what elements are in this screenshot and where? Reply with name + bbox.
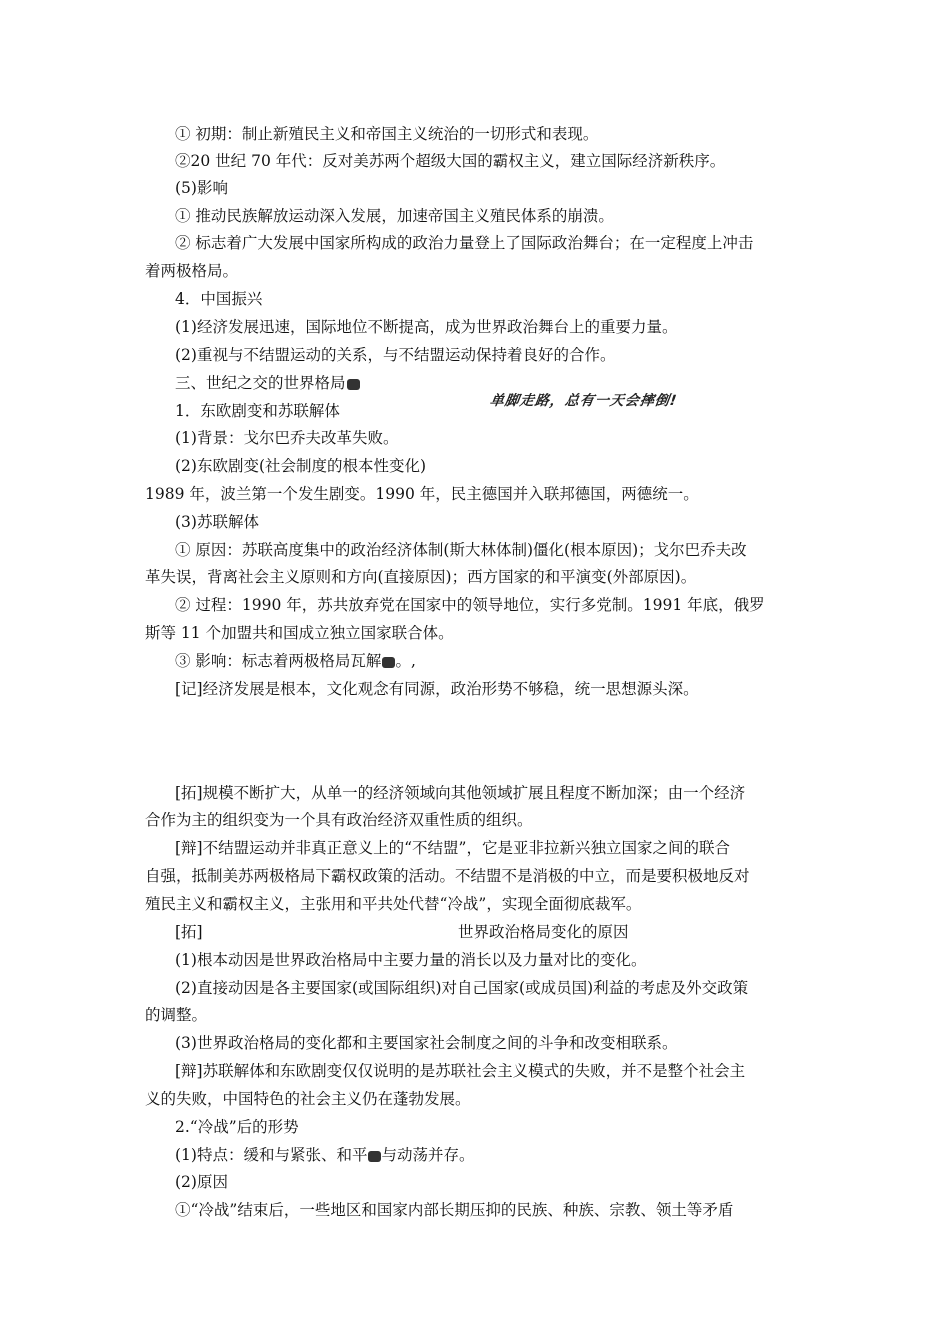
text-line: ① 初期：制止新殖民主义和帝国主义统治的一切形式和表现。 <box>175 125 599 143</box>
subsection-heading: 1．东欧剧变和苏联解体 <box>175 402 340 420</box>
text-line: 的调整。 <box>145 1006 208 1024</box>
text-line: 着两极格局。 <box>145 262 239 280</box>
text-line: (3)苏联解体 <box>175 513 259 531</box>
text-line: [拓]规模不断扩大，从单一的经济领域向其他领域扩展且程度不断加深；由一个经济 <box>175 784 746 802</box>
text-line: 1989 年，波兰第一个发生剧变。1990 年，民主德国并入联邦德国，两德统一。 <box>145 485 699 503</box>
text-line: (5)影响 <box>175 179 228 197</box>
memo-line: [记]经济发展是根本，文化观念有同源，政治形势不够稳，统一思想源头深。 <box>175 680 699 698</box>
subsection-heading: 2.“冷战”后的形势 <box>175 1118 299 1136</box>
text-line: 自强，抵制美苏两极格局下霸权政策的活动。不结盟不是消极的中立，而是要积极地反对 <box>145 867 750 885</box>
text-line: 合作为主的组织变为一个具有政治经济双重性质的组织。 <box>145 811 533 829</box>
text-line: (1)经济发展迅速，国际地位不断提高，成为世界政治舞台上的重要力量。 <box>175 318 678 336</box>
text-line: ③ 影响：标志着两极格局瓦解 。, <box>175 652 416 670</box>
tag-icon <box>382 657 395 668</box>
text-line: (2)原因 <box>175 1173 228 1191</box>
tag-icon <box>347 379 360 390</box>
text-line: [辩]不结盟运动并非真正意义上的“不结盟”，它是亚非拉新兴独立国家之间的联合 <box>175 839 730 857</box>
text-line: ①“冷战”结束后，一些地区和国家内部长期压抑的民族、种族、宗教、领土等矛盾 <box>175 1201 734 1219</box>
text-line: [辩]苏联解体和东欧剧变仅仅说明的是苏联社会主义模式的失败，并不是整个社会主 <box>175 1062 746 1080</box>
tag-icon <box>368 1151 381 1162</box>
text-line: ① 原因：苏联高度集中的政治经济体制(斯大林体制)僵化(根本原因)；戈尔巴乔夫改 <box>175 541 747 559</box>
text-line: (1)背景：戈尔巴乔夫改革失败。 <box>175 429 399 447</box>
text-line: (2)重视与不结盟运动的关系，与不结盟运动保持着良好的合作。 <box>175 346 616 364</box>
text-line: ② 过程：1990 年，苏共放弃党在国家中的领导地位，实行多党制。1991 年底，俄罗 <box>175 596 765 614</box>
text-line: 斯等 11 个加盟共和国成立独立国家联合体。 <box>145 624 454 642</box>
text-line: (1)特点：缓和与紧张、和平 与动荡并存。 <box>175 1146 475 1164</box>
text-line: 革失误，背离社会主义原则和方向(直接原因)；西方国家的和平演变(外部原因)。 <box>145 568 697 586</box>
text-line: (1)根本动因是世界政治格局中主要力量的消长以及力量对比的变化。 <box>175 951 647 969</box>
text-line: (3)世界政治格局的变化都和主要国家社会制度之间的斗争和改变相联系。 <box>175 1034 678 1052</box>
text-line: (2)东欧剧变(社会制度的根本性变化) <box>175 457 427 475</box>
text-line: 殖民主义和霸权主义，主张用和平共处代替“冷战”，实现全面彻底裁军。 <box>145 895 642 913</box>
center-heading: 世界政治格局变化的原因 <box>458 923 629 941</box>
section-heading: 三、世纪之交的世界格局 <box>175 373 840 393</box>
handwritten-callout: 单脚走路，总有一天会摔倒! <box>488 393 679 409</box>
text-line: 义的失败，中国特色的社会主义仍在蓬勃发展。 <box>145 1090 471 1108</box>
text-line: ② 标志着广大发展中国家所构成的政治力量登上了国际政治舞台；在一定程度上冲击 <box>175 234 754 252</box>
text-line: [拓] <box>175 923 203 941</box>
text-line: (2)直接动因是各主要国家(或国际组织)对自己国家(或成员国)利益的考虑及外交政策 <box>175 979 749 997</box>
text-line: ②20 世纪 70 年代：反对美苏两个超级大国的霸权主义，建立国际经济新秩序。 <box>175 152 726 170</box>
section-heading: 4．中国振兴 <box>175 290 263 308</box>
text-line: ① 推动民族解放运动深入发展，加速帝国主义殖民体系的崩溃。 <box>175 207 614 225</box>
